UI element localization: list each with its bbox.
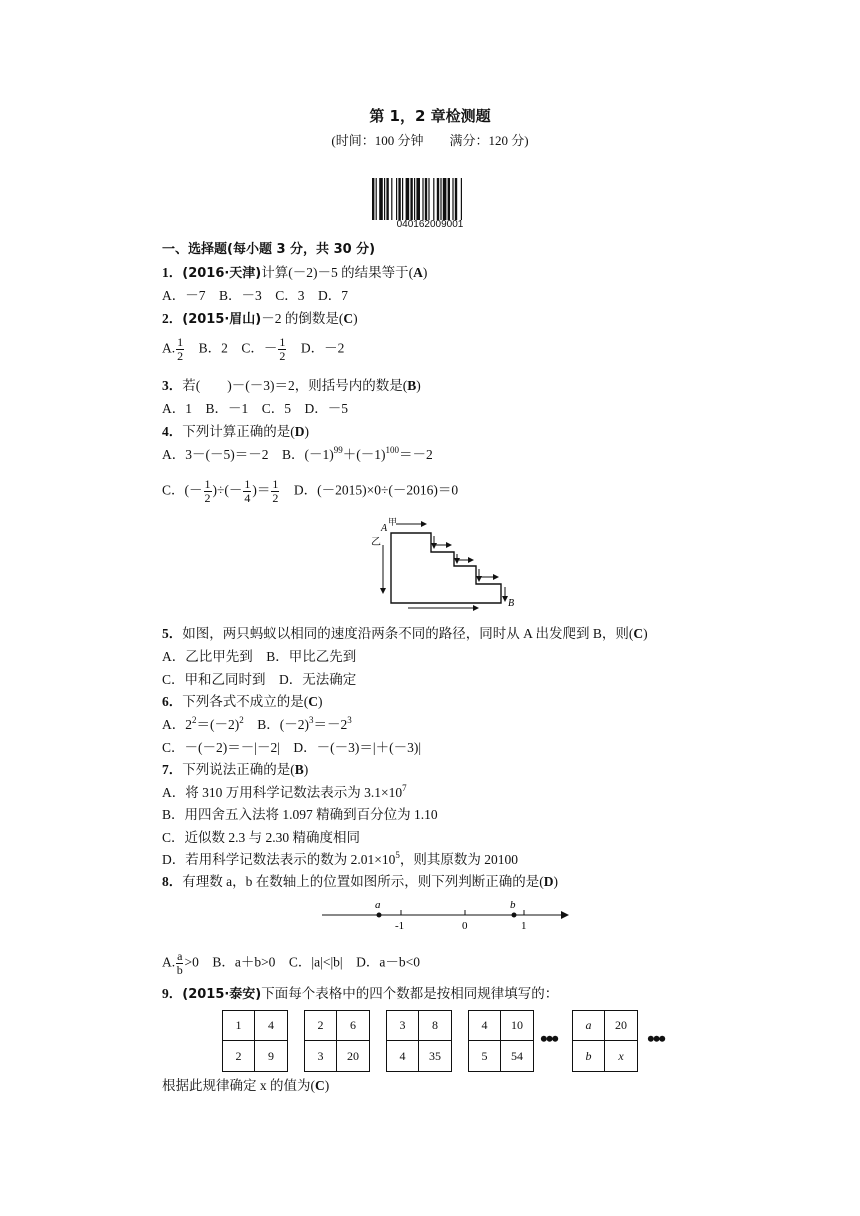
q5-close: ) (643, 626, 648, 641)
q9-t2-cell: 3 (305, 1041, 337, 1071)
q9-t2-cell: 20 (347, 1048, 359, 1063)
q2-options (162, 336, 344, 363)
q6-close: ) (318, 694, 323, 709)
barcode-bar (452, 178, 453, 220)
q7-option-a-text: A．将 310 万用科学记数法表示为 3.1×10 (162, 785, 403, 800)
q5-options-2: C．甲和乙同时到 D．无法确定 (162, 672, 357, 687)
q4-options-cd (162, 478, 458, 505)
q2-number: 2． (162, 311, 183, 326)
q9-t1-cell: 1 (223, 1011, 255, 1041)
q9-table-3 (386, 1010, 452, 1072)
barcode-bar (376, 178, 377, 220)
q9-t4-cell: 4 (469, 1011, 501, 1041)
q1-stem: 计算(－2)－5 的结果等于( (261, 265, 414, 280)
fig-label-a: A (381, 523, 388, 534)
q9-t1-cell: 4 (255, 1011, 287, 1041)
barcode-bar (391, 178, 392, 220)
barcode-bar (372, 178, 374, 220)
q7-option-a-exp: 7 (402, 783, 407, 793)
q6-exp1: 2 (192, 715, 197, 725)
page-title: 第 1，2 章检测题 (369, 107, 491, 125)
fig-label-jia: 甲 (388, 517, 398, 527)
ant-path-figure (368, 515, 524, 611)
q9-table-1 (222, 1010, 288, 1072)
q8-close: ) (553, 874, 558, 889)
q3-close: ) (416, 378, 421, 393)
q9-table-5 (572, 1010, 638, 1072)
point-a (377, 913, 382, 918)
barcode-bar (437, 178, 439, 220)
barcode-bar (425, 178, 427, 220)
q9-t3-cell: 8 (419, 1011, 451, 1041)
q7-stem: 下列说法正确的是( (182, 762, 295, 777)
q6-options-1 (162, 716, 352, 734)
q9-t3-cell: 4 (387, 1041, 419, 1071)
q4-exp-99: 99 (333, 445, 343, 455)
q2-option-bc: B．2 C．－ (185, 340, 278, 356)
q4-answer: D (294, 424, 305, 439)
q8-options (162, 950, 420, 977)
q9-t3-cell: 3 (387, 1011, 419, 1041)
q2-source: (2015·眉山) (182, 312, 262, 327)
q2-option-a-label: A. (162, 340, 176, 356)
question-8 (162, 873, 558, 891)
page-subtitle: (时间：100 分钟 满分：120 分) (331, 133, 529, 148)
q9-follow-text: 根据此规律确定 x 的值为( (162, 1078, 315, 1093)
q2-close: ) (353, 311, 358, 326)
barcode-number: 040162009001 (396, 219, 464, 230)
q4-option-c-mid2: )＝ (252, 482, 271, 498)
q2-answer: C (343, 311, 354, 326)
q6-stem: 下列各式不成立的是( (182, 694, 309, 709)
q5-answer: C (633, 626, 644, 641)
q4-close: ) (304, 424, 309, 439)
q3-options: A．1 B．－1 C．5 D．－5 (162, 401, 349, 416)
q3-stem: 若( )－(－3)＝2，则括号内的数是( (182, 378, 408, 393)
fig-label-yi: 乙 (371, 537, 381, 548)
axis-label-b: b (510, 899, 516, 911)
q4-options-ab (162, 446, 433, 464)
q4-fraction-3: $\frac{1}{2}$ (272, 477, 279, 505)
q4-fraction-1: $\frac{1}{2}$ (204, 477, 211, 505)
q9-t2-cell: 6 (337, 1011, 369, 1041)
barcode-bar (440, 178, 441, 220)
q8-options-rest: >0 B．a＋b>0 C．|a|<|b| D．a－b<0 (184, 954, 420, 970)
barcode-bar (396, 178, 397, 220)
barcode-bar (406, 178, 410, 220)
q7-answer: B (294, 762, 304, 777)
q4-number: 4． (162, 424, 183, 439)
barcode-bar (448, 178, 450, 220)
question-9 (162, 985, 558, 1004)
q4-exp-100: 100 (385, 445, 399, 455)
q9-table-4 (468, 1010, 534, 1072)
q9-stem: 下面每个表格中的四个数都是按相同规律填写的： (261, 986, 559, 1001)
q7-option-d-end: ，则其原数为 20100 (399, 852, 518, 867)
q9-t5-cell: x (618, 1048, 624, 1063)
q7-option-d-exp: 5 (395, 850, 400, 860)
question-4 (162, 423, 309, 441)
q8-stem: 有理数 a，b 在数轴上的位置如图所示，则下列判断正确的是( (182, 874, 544, 889)
q7-option-a (162, 784, 407, 802)
barcode-bar (461, 178, 462, 220)
q8-option-a-label: A. (162, 954, 176, 970)
q6-exp4: 3 (347, 715, 352, 725)
question-5 (162, 625, 648, 643)
q7-number: 7． (162, 762, 183, 777)
q5-stem: 如图，两只蚂蚁以相同的速度沿两条不同的路径，同时从 A 出发爬到 B，则( (182, 626, 634, 641)
q2-fraction-c: $\frac{1}{2}$ (279, 335, 286, 363)
barcode-bar (443, 178, 447, 220)
q4-fraction-2: $\frac{1}{4}$ (244, 477, 251, 505)
q9-t5-cell: 20 (605, 1011, 637, 1041)
barcode-bar (414, 178, 415, 220)
q7-option-d (162, 851, 518, 869)
q9-t1-cell: 2 (223, 1041, 255, 1071)
q3-answer: B (407, 378, 417, 393)
q1-close: ) (422, 265, 428, 280)
q2-stem: －2 的倒数是( (261, 311, 344, 326)
axis-tick-1: 1 (521, 920, 527, 932)
q5-number: 5． (162, 626, 183, 641)
barcode-bar (416, 178, 420, 220)
q9-t4-cell: 54 (511, 1048, 523, 1063)
q9-t4-cell: 5 (469, 1041, 501, 1071)
q9-t3-cell: 35 (429, 1048, 441, 1063)
barcode-bar (410, 178, 412, 220)
q4-option-b-mid: ＋(－1) (342, 447, 386, 462)
q6-answer: C (308, 694, 318, 709)
q9-dots-1: ••• (540, 1026, 558, 1051)
q1-answer: A (413, 265, 423, 280)
q9-table-2 (304, 1010, 370, 1072)
barcode-bar (384, 178, 385, 220)
barcode-bar (379, 178, 383, 220)
q6-exp3: 3 (309, 715, 314, 725)
q7-close: ) (303, 762, 309, 777)
q7-option-b: B．用四舍五入法将 1.097 精确到百分位为 1.10 (162, 807, 438, 822)
barcode-bar (455, 178, 457, 220)
q6-a4: ＝－2 (313, 717, 348, 732)
q9-answer: C (315, 1078, 325, 1093)
barcode-bar (402, 178, 403, 220)
q7-option-d-text: D．若用科学记数法表示的数为 2.01×10 (162, 852, 396, 867)
question-3 (162, 377, 421, 395)
axis-label-a: a (375, 899, 381, 911)
q9-t2-cell: 2 (305, 1011, 337, 1041)
q4-option-d: D．(－2015)×0÷(－2016)＝0 (280, 482, 459, 498)
q6-a2: ＝(－2) (196, 717, 240, 732)
q1-number: 1． (162, 265, 183, 280)
q4-stem: 下列计算正确的是( (182, 424, 295, 439)
q2-fraction-a: $\frac{1}{2}$ (177, 335, 184, 363)
q4-option-c-mid1: )÷(－ (212, 482, 243, 498)
q9-follow (162, 1077, 329, 1095)
axis-tick-0: 0 (462, 920, 468, 932)
fig-label-b: B (508, 598, 515, 609)
q9-number: 9． (162, 986, 183, 1001)
barcode-bar (433, 178, 434, 220)
q3-number: 3． (162, 378, 183, 393)
q1-options: A．－7 B．－3 C．3 D．7 (162, 288, 349, 303)
q8-answer: D (543, 874, 554, 889)
q9-t4-cell: 10 (501, 1011, 533, 1041)
question-7 (162, 761, 308, 779)
q9-t5-cell: a (573, 1011, 605, 1041)
q6-exp2: 2 (239, 715, 244, 725)
q6-a1: A．2 (162, 717, 192, 732)
q4-option-b-end: ＝－2 (399, 447, 433, 462)
barcode-bar (422, 178, 423, 220)
q7-option-c: C．近似数 2.3 与 2.30 精确度相同 (162, 830, 361, 845)
q9-source: (2015·泰安) (182, 987, 262, 1002)
number-line (318, 896, 574, 932)
q5-options-1: A．乙比甲先到 B．甲比乙先到 (162, 649, 357, 664)
q9-dots-2: ••• (647, 1026, 665, 1051)
q9-t1-cell: 9 (268, 1048, 274, 1063)
q8-fraction-ab: $\frac{a}{b}$ (176, 949, 183, 977)
barcode-bar (428, 178, 429, 220)
section-heading: 一、选择题(每小题 3 分，共 30 分) (162, 242, 376, 257)
barcode-bar (386, 178, 388, 220)
q9-close: ) (324, 1078, 330, 1093)
question-6 (162, 693, 323, 711)
q1-source: (2016·天津) (182, 266, 262, 281)
q6-options-2: C．－(－2)＝－|－2| D．－(－3)＝|＋(－3)| (162, 740, 422, 755)
q2-option-d: D．－2 (287, 340, 345, 356)
question-2 (162, 310, 358, 329)
q6-a3: B．(－2) (243, 717, 309, 732)
axis-tick-minus1: -1 (395, 920, 405, 932)
question-1 (162, 264, 427, 283)
q4-option-c-pre: C．(－ (162, 482, 203, 498)
point-b (512, 913, 517, 918)
barcode-bar (398, 178, 400, 220)
q6-number: 6． (162, 694, 183, 709)
barcode-image (372, 178, 488, 220)
q4-option-a: A．3－(－5)＝－2 B．(－1) (162, 447, 334, 462)
q9-t5-cell: b (573, 1041, 605, 1071)
q8-number: 8． (162, 874, 183, 889)
